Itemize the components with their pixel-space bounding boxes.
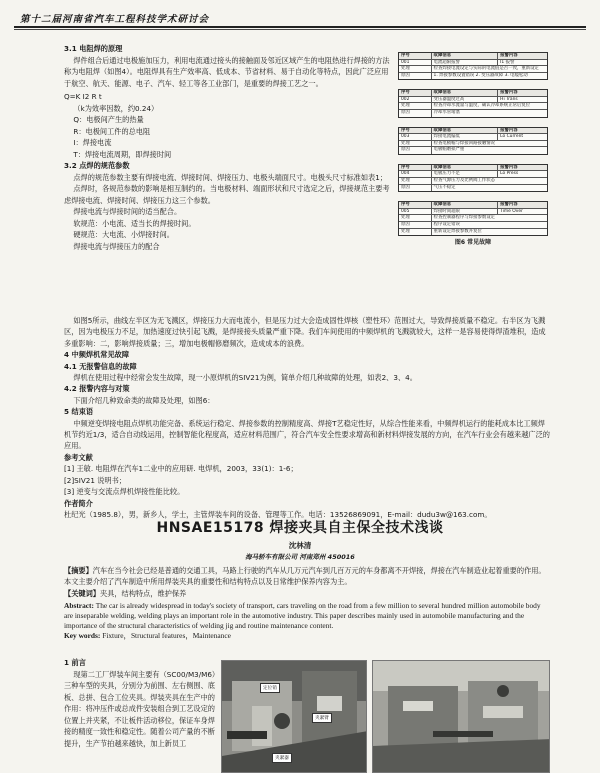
table-cell: 原因: [399, 110, 432, 117]
table-cell: 电极帽磨损严重: [433, 147, 465, 153]
author-bio: 杜纪光（1985.8），男，新乡人，学士，主管焊装车间的设备、管理等工作。电话：13526869091，E-mail：dudu3w@163.com。: [64, 509, 492, 519]
table-cell: 序号: [399, 165, 432, 171]
running-header: 第十二届河南省汽车工程科技学术研讨会: [20, 14, 210, 25]
fault-table: [398, 164, 548, 192]
section-4-heading: 4 中频焊机常见故障: [64, 350, 130, 360]
fixture-photo-right-image: [373, 661, 550, 773]
references-heading: 参考文献: [64, 452, 93, 462]
section-3-2-paragraph-7: 如图5所示，曲线左半区为无飞溅区，焊接压力大而电流小，但是压力过大会造成固性焊核（塑性环）范围过大，导致焊接质量不稳定。右半区为飞溅区，因为电极压力不足，加热速度过快引起飞溅，是焊接接头质量严重下降。我们车间使用的中频焊机的飞溅就较大，这样一是容易使得焊渣堆积，造成多重影响：二，影响焊接质量；三，增加电极帽修磨频次，造成成本的浪费。: [64, 316, 546, 348]
fault-table: [398, 127, 548, 155]
photo-label: 夹紧臂: [312, 713, 332, 723]
table-cell: 故障信息: [432, 165, 499, 171]
formula-note: （k为效率因数，约0.24）: [73, 103, 159, 113]
keywords-en-text: Fixture，Structural features，Maintenance: [102, 631, 231, 641]
section-5-heading: 5 结束语: [64, 407, 94, 417]
table-cell: 检查电极帽与焊接回路接触情况: [433, 140, 496, 146]
photo-label: 定位销: [260, 683, 280, 693]
section-3-2-paragraph-2: 点焊时，各规范参数的影响是相互制约的。当电极材料、端面形状和尺寸选定之后，焊接规范主要考虑焊接电流、焊接时间、焊接压力这三个参数。: [64, 184, 390, 205]
fault-tables: [398, 52, 548, 246]
section-4-1-heading: 4.1 无报警信息的故障: [64, 361, 137, 371]
table-cell: 焊接时间超限: [432, 209, 499, 215]
table-cell: 冷却水管堵塞: [433, 110, 460, 116]
article2-institution: 海马轿车有限公司 河南郑州 450016: [245, 553, 355, 561]
fault-table: [398, 52, 548, 80]
table-cell: 变压器温度过高: [432, 97, 499, 103]
article1-fullwidth: [64, 315, 550, 520]
table-cell: 气压不稳定: [433, 184, 456, 190]
table-cell: I1 报警: [500, 59, 515, 65]
table-cell: 序号: [399, 128, 432, 134]
table-cell: 处理: [399, 215, 432, 221]
section-5-paragraph: 中频逆变焊接电阻点焊机功能完备、系统运行稳定、焊接参数的控制精度高、焊接T艺稳定性好，从综合性能来看，中频焊机运行的能耗成本比工频焊机节约近1/3，适合自动线运用，控制智能化程度高，适应材料范围广，符合汽车安全性要求增高和新材料焊接发展的方向，在汽车行业会有越来越广泛的应用。: [64, 418, 550, 451]
article1-column: [64, 43, 392, 252]
table-cell: Lo Current: [500, 134, 524, 140]
table-cell: 检查气源压力及比例阀工作状态: [433, 178, 496, 184]
table-cell: Lo Press: [500, 171, 519, 177]
table-cell: 电流超限报警: [432, 60, 499, 66]
section-3-2-paragraph-4: 软规范：小电流、适当长的焊接时间。: [73, 218, 196, 228]
article2-abstract-block: [64, 565, 550, 641]
header-rule-thin: [14, 29, 586, 30]
section-4-2-heading: 4.2 报警内容与对策: [64, 384, 130, 394]
table-cell: 原因: [399, 222, 432, 228]
section-1-paragraph: 现第二工厂焊装车间主要有（SC00/M3/M6）三种车型的夹具，分别分为前围、左右侧围、底板、总拼、包合工位夹具。焊装夹具在生产中的作用：将冲压件或总成件安装组合到工艺设定的位置上并夹紧，不让板件活动移位，保证车身焊接的精度一致性和稳定性。随着公司产量的不断提升，生产节拍越来越快，加上新员工: [64, 669, 216, 748]
abstract-en-label: Abstract:: [64, 601, 94, 611]
table-cell: 故障信息: [432, 202, 499, 208]
abstract-text: 汽车在当今社会已经是普通的交通工具，马路上行驶的汽车从几万元汽车到几百万元的车身都离不开焊接，焊接在汽车制造业起着重要的作用。本文主要介绍了汽车制造中所用焊装夹具的重要性和结构特点以及日常维护保养内容为主。: [64, 566, 546, 587]
table-cell: 序号: [399, 90, 432, 96]
table-cell: 故障信息: [432, 53, 499, 59]
fault-table: [398, 89, 548, 117]
table-cell: 处理: [399, 229, 432, 236]
reference-1: [1] 王敏. 电阻焊在汽车1二业中的应用研. 电焊机，2003，33(1)：1-6；: [64, 464, 298, 474]
section-4-2-paragraph: 下面介绍几种致命类的故障及处理，如图6：: [73, 395, 215, 405]
table-cell: 001: [399, 60, 432, 66]
table-cell: 故障信息: [432, 90, 499, 96]
section-3-2-paragraph-1: 点焊的规范参数主要有焊接电流、焊接时间、焊接压力、电极头端面尺寸。电极头尺寸标准如表1；: [73, 172, 387, 182]
table-cell: 电极压力不足: [432, 171, 499, 177]
reference-3: [3] 逆变与交流点焊机焊接性能比较。: [64, 487, 185, 497]
table-cell: 序号: [399, 53, 432, 59]
table-cell: 焊接电流偏低: [432, 134, 499, 140]
header-rule: [14, 26, 586, 28]
table-cell: Time Over: [500, 208, 523, 214]
section-1-heading: 1 前言: [64, 658, 86, 667]
table-cell: 报警内容: [500, 127, 518, 133]
variable-r: R：电极间工件的总电阻: [73, 126, 151, 136]
table-cell: 处理: [399, 66, 432, 72]
table-cell: 检查控制器程序与焊接参数设定: [433, 215, 496, 221]
table-cell: 报警内容: [500, 53, 518, 58]
table-cell: 原因: [399, 73, 432, 80]
table-cell: 检查焊接电流设定与实际的电流值是否一致，重新设定: [433, 66, 539, 72]
author-bio-heading: 作者简介: [64, 498, 93, 508]
table-cell: 原因: [399, 147, 432, 154]
section-4-1-paragraph: 焊机在使用过程中经常会发生故障，现一小原焊机的SIV21为例，简单介绍几种故障的处理，如表2、3、4。: [73, 373, 417, 383]
table-cell: 序号: [399, 202, 432, 208]
fixture-photo-left-image: [222, 661, 367, 773]
section-3-1-heading: 3.1 电阻焊的原理: [64, 44, 123, 53]
article2-author: 沈林清: [288, 541, 312, 550]
table-cell: 报警内容: [500, 202, 518, 208]
section-3-2-heading: 3.2 点焊的规范参数: [64, 161, 130, 170]
table-cell: 处理: [399, 103, 432, 109]
article2-title: HNSAE15178 焊接夹具自主保全技术浅谈: [156, 520, 444, 536]
table-cell: 1. 焊接参数设置错误 2. 变压器故障 3. 电缆松动: [433, 72, 528, 78]
fault-table: [398, 201, 548, 236]
table-cell: 报警内容: [500, 164, 518, 170]
table-cell: 检查冷却水流量与温度，确认冷却系统正常后复位: [433, 103, 531, 109]
abstract-en-text: The car is already widespread in today's society of transport, cars traveling on the road from a few million to several hundred million automobile body are inseparable welding, welding plays an important role in the automotive industry. This paper describes mainly used in automobile manufacturing and the importance of the structural characteristics of welding jig and routine maintenance content.: [64, 601, 541, 631]
table-cell: 003: [399, 134, 432, 140]
variable-t: T：焊接电流周期，即焊接时间: [73, 149, 172, 159]
formula: Q=K I2 R t: [64, 92, 102, 101]
table-cell: 报警内容: [500, 90, 518, 96]
variable-i: I：焊接电流: [73, 138, 112, 147]
article2-intro: [64, 657, 216, 749]
keywords-en-label: Key words:: [64, 631, 101, 641]
table-cell: 处理: [399, 141, 432, 147]
table-cell: Hi Trans: [500, 96, 518, 102]
variable-q: Q：电极间产生的热量: [73, 115, 144, 124]
table-cell: 处理: [399, 178, 432, 184]
fixture-photo-right: [372, 660, 550, 773]
fixture-photo-left: [221, 660, 367, 773]
section-3-2-paragraph-3: 焊接电流与焊接时间的适当配合。: [73, 207, 182, 216]
figure-6-caption: 图6 常见故障: [454, 239, 492, 246]
section-3-1-paragraph: 焊件组合后通过电极施加压力，利用电流通过接头的接触面及邻近区域产生的电阻热进行焊接的方法称为电阻焊（如图4）。电阻焊具有生产效率高、低成本、节省材料、易于自动化等特点，因此广泛应用于航空、航天、能源、电子、汽车、轻工等各工业部门，是重要的焊接工艺之一。: [64, 55, 390, 88]
table-cell: 重新设定焊接参数并复位: [433, 228, 482, 234]
table-cell: 004: [399, 171, 432, 177]
section-3-2-paragraph-5: 硬规范：大电流、小焊接时间。: [73, 230, 174, 239]
table-cell: 005: [399, 209, 432, 215]
photo-label: 夹紧器: [272, 753, 292, 763]
table-cell: 002: [399, 97, 432, 103]
reference-2: [2]SIV21 说明书；: [64, 475, 126, 485]
abstract-label: 【摘要】: [64, 566, 93, 575]
section-3-2-paragraph-6: 焊接电流与焊接压力的配合: [73, 241, 160, 251]
table-cell: 程序设定错误: [433, 221, 460, 227]
table-cell: 原因: [399, 185, 432, 192]
keywords-text: 夹具，结构特点，维护保养: [99, 588, 187, 598]
table-cell: 故障信息: [432, 128, 499, 134]
keywords-label: 【关键词】: [64, 588, 100, 598]
